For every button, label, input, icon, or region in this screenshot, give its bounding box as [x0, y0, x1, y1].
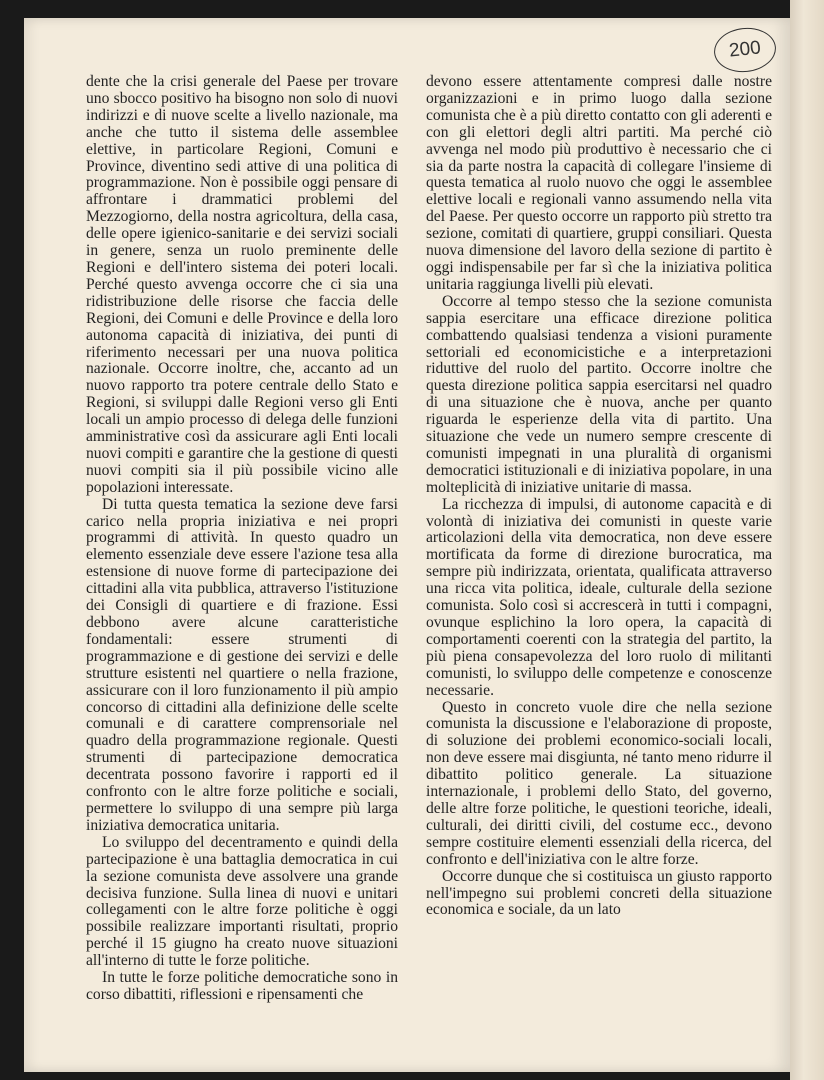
left-column: [86, 74, 398, 1004]
paragraph: La ricchezza di impulsi, di autonome capacità e di volontà di iniziativa dei comunisti in queste varie articolazioni della vita democratica, non deve essere mortificata da forme di direzione burocratica, ma sempre più indirizzata, orientata, qualificata attraverso una ricca vita politica, ideale, culturale della sezione comunista. Solo così si accrescerà in tutti i compagni, ovunque esplichino la loro opera, la capacità di comportamenti coerenti con la strategia del partito, la più piena consapevolezza del loro ruolo di militanti comunisti, lo sviluppo delle competenze e conoscenze necessarie.: [426, 495, 772, 699]
paragraph: In tutte le forze politiche democratiche sono in corso dibattiti, riflessioni e ripensamenti che: [86, 969, 398, 1003]
adjacent-page-edge: [790, 0, 824, 1080]
handwritten-page-number: 200: [712, 25, 778, 75]
paragraph: Occorre al tempo stesso che la sezione comunista sappia esercitare una efficace direzione politica combattendo qualsiasi tendenza a visioni puramente settoriali ed economicistiche e a interpretazioni riduttive del ruolo del partito. Occorre inoltre che questa direzione politica sappia esercitarsi nel quadro di una situazione che è nuova, anche per quanto riguarda le esperienze della vita di partito. Una situazione che vede un numero sempre crescente di comunisti impegnati in una pluralità di organismi democratici istituzionali e di iniziativa popolare, in una molteplicità di iniziative unitarie di massa.: [426, 292, 772, 496]
paragraph: Occorre dunque che si costituisca un giusto rapporto nell'impegno sui problemi concreti della situazione economica e sociale, da un lato: [426, 867, 772, 919]
paragraph: Questo in concreto vuole dire che nella sezione comunista la discussione e l'elaborazione di proposte, di soluzione dei problemi economico-sociali locali, non deve essere mai disgiunta, né tanto meno ridurre il dibattito politico generale. La situazione internazionale, i problemi dello Stato, del governo, delle altre forze politiche, le questioni teoriche, ideali, culturali, dei diritti civili, del costume ecc., devono sempre costituire elementi essenziali della ricerca, del confronto e dell'iniziativa con le altre forze.: [426, 698, 772, 868]
paragraph: dente che la crisi generale del Paese per trovare uno sbocco positivo ha bisogno non solo di nuovi indirizzi e di nuove scelte a livello nazionale, ma anche che tutto il sistema delle assemblee elettive, in particolare Regioni, Comuni e Province, diventino sedi attive di una politica di programmazione. Non è possibile oggi pensare di affrontare i drammatici problemi del Mezzogiorno, della nostra agricoltura, della casa, delle opere igienico-sanitarie e dei servizi sociali in genere, senza un ruolo preminente delle Regioni e dell'intero sistema dei poteri locali. Perché questo avvenga occorre che ci sia una ridistribuzione delle risorse che faccia delle Regioni, dei Comuni e delle Province e della loro autonoma capacità di iniziativa, dei punti di riferimento necessari per una nuova politica nazionale. Occorre inoltre, che, accanto ad un nuovo rapporto tra potere centrale dello Stato e Regioni, si sviluppi dalle Regioni verso gli Enti locali un ampio processo di delega delle funzioni amministrative così da assicurare agli Enti locali nuovi compiti e garantire che la gestione di questi nuovi compiti sia il più possibile vicino alle popolazioni interessate.: [86, 73, 398, 496]
right-column: [426, 74, 772, 919]
paragraph: Di tutta questa tematica la sezione deve farsi carico nella propria iniziativa e nei propri programmi di attività. In questo quadro un elemento essenziale deve essere l'azione tesa alla estensione di nuove forme di partecipazione dei cittadini alla vita pubblica, attraverso l'istituzione dei Consigli di quartiere e di frazione. Essi debbono avere alcune caratteristiche fondamentali: essere strumenti di programmazione e di gestione dei servizi e delle strutture esistenti nel quartiere o nella frazione, assicurare con il loro funzionamento il più ampio concorso di cittadini alla definizione delle scelte comunali e di carattere comprensoriale nel quadro della programmazione regionale. Questi strumenti di partecipazione democratica decentrata possono favorire i rapporti ed il confronto con le altre forze politiche e sociali, permettere lo sviluppo di una sempre più larga iniziativa democratica unitaria.: [86, 495, 398, 834]
paragraph: devono essere attentamente compresi dalle nostre organizzazioni e in primo luogo dalla sezione comunista che è a più diretto contatto con gli aderenti e con gli elettori degli altri partiti. Ma perché ciò avvenga nel modo più produttivo è necessario che ci sia da parte nostra la capacità di collegare l'insieme di questa tematica al ruolo nuovo che oggi le assemblee elettive locali e regionali vanno assumendo nella vita del Paese. Per questo occorre un rapporto più stretto tra sezione, comitati di quartiere, gruppi consiliari. Questa nuova dimensione del lavoro della sezione di partito è oggi indispensabile per far sì che la iniziativa politica unitaria raggiunga livelli più elevati.: [426, 73, 772, 293]
paragraph: Lo sviluppo del decentramento e quindi della partecipazione è una battaglia democratica in cui la sezione comunista deve assolvere una grande decisiva funzione. Sulla linea di nuovi e unitari collegamenti con le altre forze politiche è oggi possibile realizzare importanti risultati, proprio perché il 15 giugno ha creato nuove situazioni all'interno di tutte le forze politiche.: [86, 833, 398, 970]
